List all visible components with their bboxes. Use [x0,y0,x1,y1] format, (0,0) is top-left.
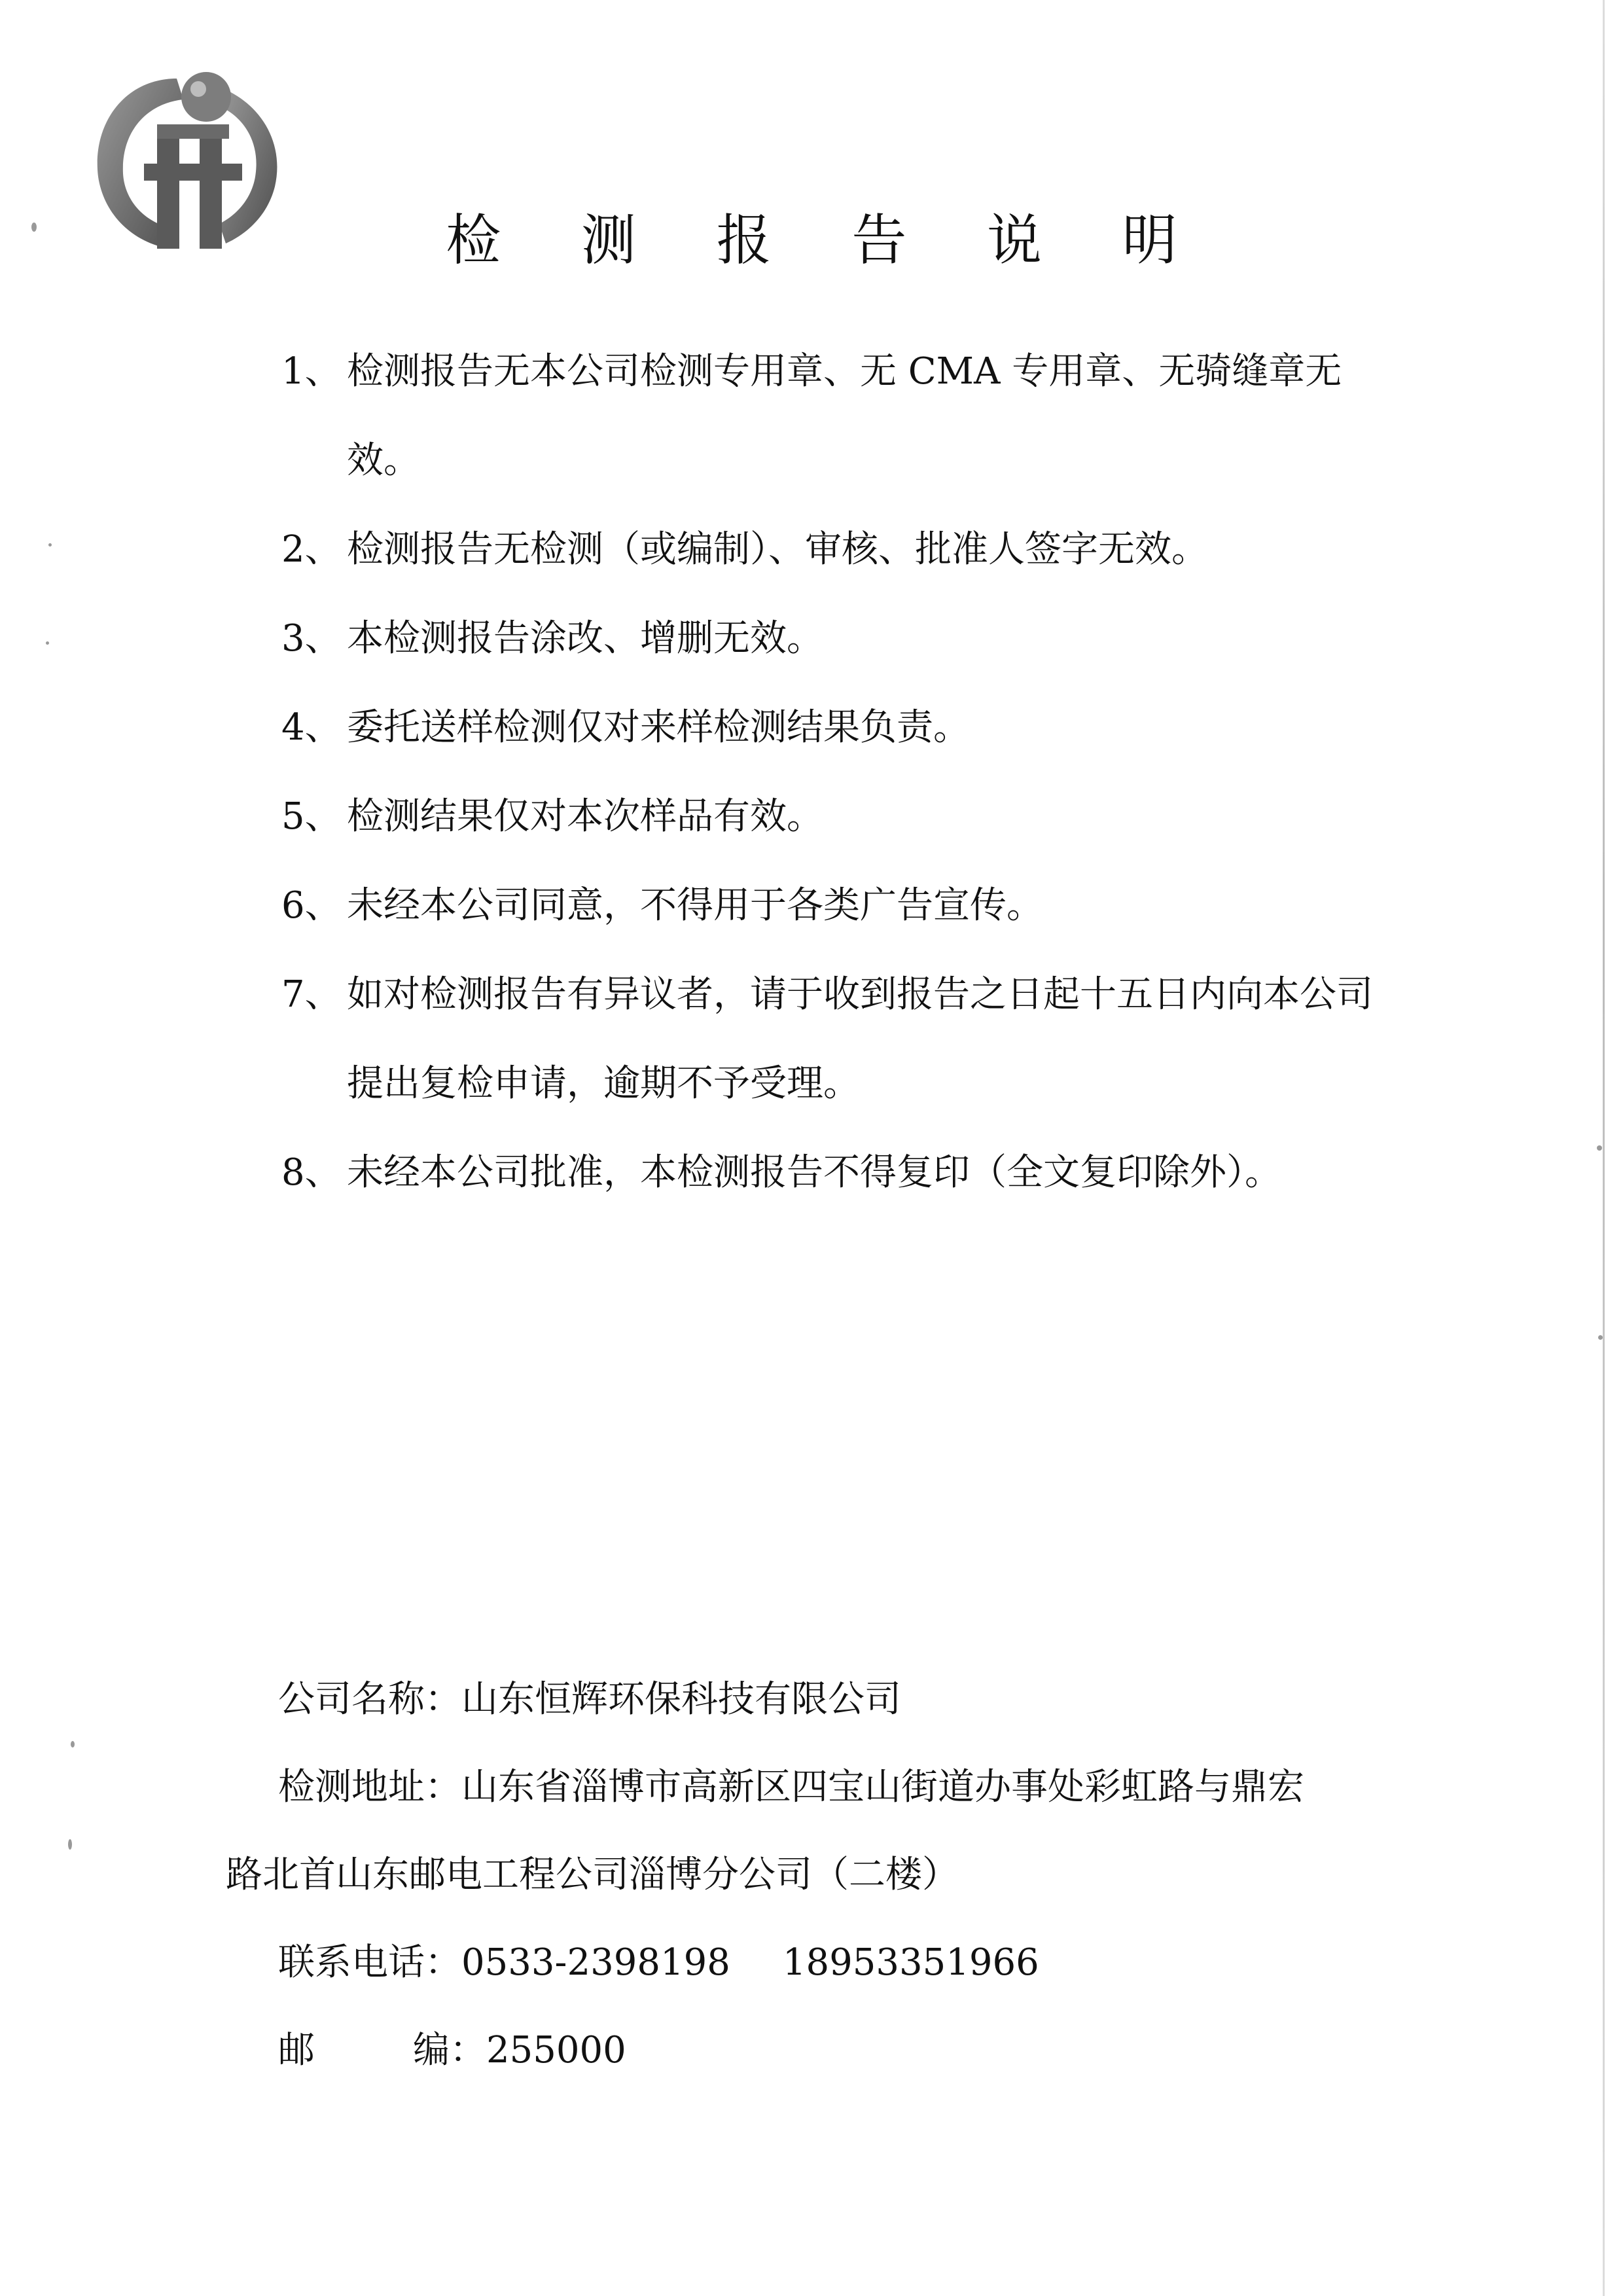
rule-text: 委托送样检测仅对来样检测结果负责。 [347,706,970,749]
rule-item [281,505,1407,594]
scan-edge [1603,0,1605,2296]
rule-text: 检测结果仅对本次样品有效。 [347,795,823,838]
rules-list [281,327,1407,1217]
postcode-label-2: 编： [413,2029,486,2072]
rule-text: 未经本公司同意，不得用于各类广告宣传。 [347,884,1043,927]
rule-number: 2、 [281,528,342,571]
page-title: 检 测 报 告 说 明 [446,208,1209,272]
phone-label: 联系电话： [278,1941,461,1984]
postcode-label-1: 邮 [278,2029,413,2072]
rule-item [281,327,1407,505]
postcode-value: 255000 [486,2029,626,2072]
rule-text: 未经本公司批准，本检测报告不得复印（全文复印除外）。 [347,1151,1281,1194]
postcode-row [226,2007,1404,2094]
contact-block [226,1656,1404,2094]
rule-item [281,861,1407,950]
address-row [226,1744,1404,1831]
rule-text: 如对检测报告有异议者，请于收到报告之日起十五日内向本公司提出复检申请，逾期不予受理。 [347,973,1373,1105]
rule-number: 7、 [281,973,342,1016]
phone-number-1: 0533-2398198 [461,1941,730,1984]
rule-number: 6、 [281,884,342,927]
rule-number: 5、 [281,795,342,838]
rule-item [281,1128,1407,1217]
rule-text: 检测报告无本公司检测专用章、无 CMA 专用章、无骑缝章无效。 [347,350,1342,482]
address-row-continued [226,1831,1404,1919]
rule-number: 1、 [281,350,342,393]
rule-item [281,594,1407,683]
rule-text: 本检测报告涂改、增删无效。 [347,617,823,660]
rule-item [281,950,1407,1128]
rule-number: 4、 [281,706,342,749]
address-label: 检测地址： [278,1766,461,1808]
phone-number-2: 18953351966 [782,1941,1039,1984]
rule-number: 3、 [281,617,342,660]
company-value: 山东恒辉环保科技有限公司 [461,1678,901,1721]
rule-text: 检测报告无检测（或编制）、审核、批准人签字无效。 [347,528,1208,571]
company-name-row [226,1656,1404,1744]
company-label: 公司名称： [278,1678,461,1721]
phone-row [226,1919,1404,2007]
rule-number: 8、 [281,1151,342,1194]
address-value-line2: 路北首山东邮电工程公司淄博分公司（二楼） [226,1854,959,1896]
rule-item [281,683,1407,772]
rule-item [281,772,1407,861]
address-value-line1: 山东省淄博市高新区四宝山街道办事处彩虹路与鼎宏 [461,1766,1304,1808]
